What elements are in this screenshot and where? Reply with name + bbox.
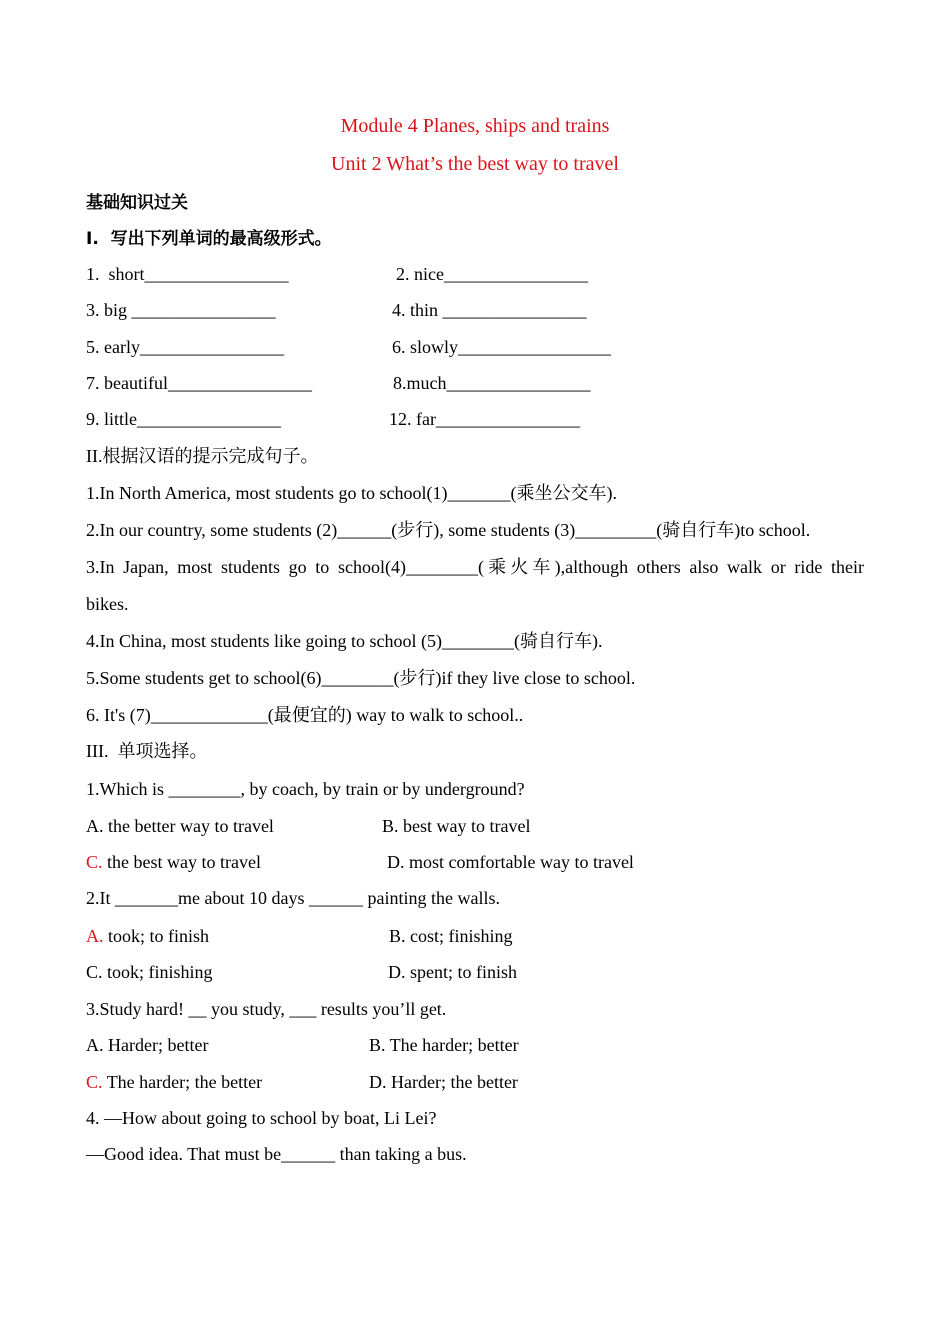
option-text: took; to finish xyxy=(103,926,210,946)
part3-heading: III. 单项选择。 xyxy=(86,741,208,761)
sentence-item: 6. It's (7)_____________(最便宜的) way to walk to school.. xyxy=(86,705,524,725)
option-a xyxy=(86,925,209,947)
option-c: C. took; finishing xyxy=(86,962,213,982)
question-stem: 1.Which is ________, by coach, by train or by underground? xyxy=(86,779,525,799)
sentence-item: 2.In our country, some students (2)______(步行), some students (3)_________(骑自行车)to school. xyxy=(86,520,811,540)
part2-heading: II.根据汉语的提示完成句子。 xyxy=(86,446,319,466)
option-d: D. Harder; the better xyxy=(369,1072,518,1092)
word-item: 1. short________________ xyxy=(86,264,289,284)
option-a: A. Harder; better xyxy=(86,1035,209,1055)
answer-letter: C. xyxy=(86,852,103,872)
question-stem: 3.Study hard! __ you study, ___ results you’ll get. xyxy=(86,999,447,1019)
sentence-item: 4.In China, most students like going to school (5)________(骑自行车). xyxy=(86,631,603,651)
question-stem: 4. —How about going to school by boat, Li Lei? xyxy=(86,1108,437,1128)
option-d: D. spent; to finish xyxy=(388,962,517,982)
word-item: 7. beautiful________________ xyxy=(86,373,312,393)
word-item: 3. big ________________ xyxy=(86,300,276,320)
sentence-item: 5.Some students get to school(6)________(步行)if they live close to school. xyxy=(86,668,636,688)
word-item: 2. nice________________ xyxy=(396,264,588,284)
sentence-continuation: bikes. xyxy=(86,594,129,614)
word-item: 6. slowly_________________ xyxy=(392,337,612,357)
question-reply: —Good idea. That must be______ than taking a bus. xyxy=(86,1144,467,1164)
option-b: B. cost; finishing xyxy=(389,926,513,946)
module-title: Module 4 Planes, ships and trains xyxy=(340,115,610,137)
word-item: 8.much________________ xyxy=(393,373,591,393)
word-item: 9. little________________ xyxy=(86,409,281,429)
option-b: B. The harder; better xyxy=(369,1035,519,1055)
word-item: 5. early________________ xyxy=(86,337,284,357)
option-c xyxy=(86,851,261,873)
word-item: 12. far________________ xyxy=(389,409,580,429)
word-item: 4. thin ________________ xyxy=(392,300,587,320)
answer-letter: C. xyxy=(86,1072,103,1092)
unit-title: Unit 2 What’s the best way to travel xyxy=(331,153,619,175)
section-heading: 基础知识过关 xyxy=(86,193,188,213)
question-stem: 2.It _______me about 10 days ______ painting the walls. xyxy=(86,888,500,908)
option-a: A. the better way to travel xyxy=(86,816,274,836)
answer-letter: A. xyxy=(86,926,104,946)
option-text: The harder; the better xyxy=(102,1072,263,1092)
option-c xyxy=(86,1071,262,1093)
option-d: D. most comfortable way to travel xyxy=(387,852,634,872)
option-text: the best way to travel xyxy=(102,852,261,872)
part1-heading: I. 写出下列单词的最高级形式。 xyxy=(86,229,332,249)
sentence-item: 1.In North America, most students go to school(1)_______(乘坐公交车). xyxy=(86,483,617,503)
sentence-item: 3.In Japan, most students go to school(4)________(乘火车),although others also walk or ride their xyxy=(86,557,864,577)
option-b: B. best way to travel xyxy=(382,816,531,836)
